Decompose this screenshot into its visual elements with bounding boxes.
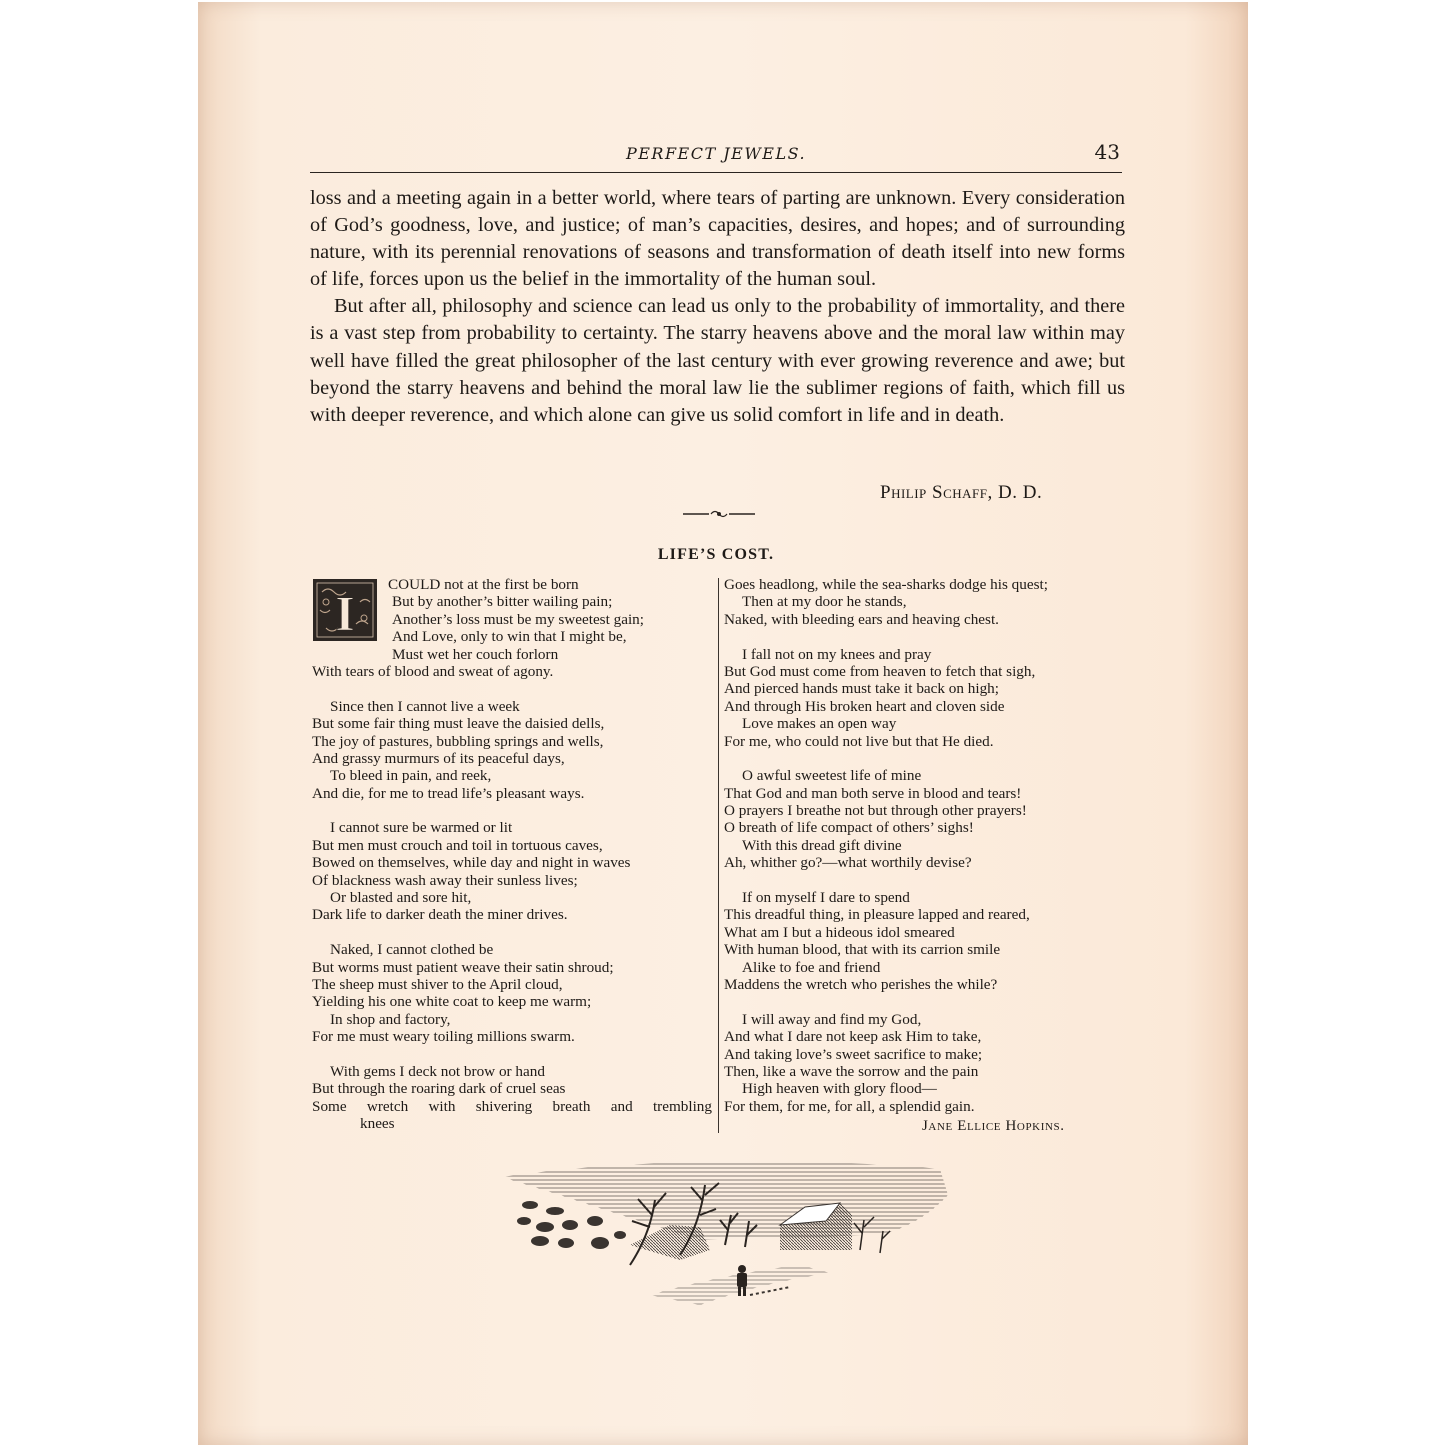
poem-line: And through His broken heart and cloven side (724, 697, 1005, 715)
poem-line: And what I dare not keep ask Him to take, (724, 1028, 982, 1046)
poem-line: The joy of pastures, bubbling springs and wells, (312, 732, 604, 750)
stanza-gap (312, 680, 712, 697)
poem-line: Alike to foe and friend (742, 958, 881, 976)
poem-line: Dark life to darker death the miner drives. (312, 906, 568, 924)
paragraph: But after all, philosophy and science can lead us only to the probability of immortality, and there is a vast step from probability to certainty. The starry heavens above and the moral law within may well have filled the great philosopher of the last century with ever growing reverence and awe; but beyond the starry heavens and behind the moral law lie the sublimer regions of faith, which fill us with deeper reverence, and which alone can give us solid comfort in life and in death. (310, 295, 1125, 426)
poem-line: For me, who could not live but that He died. (724, 732, 994, 750)
essay-text (310, 185, 1125, 429)
poem-line: But through the roaring dark of cruel seas (312, 1080, 566, 1098)
poem-line: And taking love’s sweet sacrifice to make; (724, 1045, 983, 1063)
running-header (310, 140, 1122, 173)
poem-line: Love makes an open way (742, 715, 897, 733)
poem-line: But by another’s bitter wailing pain; (392, 593, 613, 611)
poem-line: O breath of life compact of others’ sighs! (724, 819, 974, 837)
poem-line: This dreadful thing, in pleasure lapped and reared, (724, 906, 1030, 924)
poet-signature: Jane Ellice Hopkins. (922, 1118, 1065, 1134)
poem-line: Naked, I cannot clothed be (330, 941, 494, 959)
running-title: PERFECT JEWELS. (625, 144, 807, 163)
poem-line: Of blackness wash away their sunless lives; (312, 871, 578, 889)
winter-landscape-engraving (500, 1155, 950, 1315)
stanza-gap (312, 802, 712, 819)
stanza-gap (724, 628, 1124, 645)
poem-title: LIFE’S COST. (657, 546, 775, 563)
column-divider (718, 578, 719, 1133)
poem-line: If on myself I dare to spend (742, 889, 910, 907)
poem-line: That God and man both serve in blood and tears! (724, 784, 1022, 802)
poem-line: And die, for me to tread life’s pleasant ways. (312, 784, 585, 802)
poem-line: Goes headlong, while the sea-sharks dodge his quest; (724, 576, 1048, 593)
poem-line: The sheep must shiver to the April cloud, (312, 975, 563, 993)
poem-line: I will away and find my God, (742, 1010, 922, 1028)
poem-line: High heaven with glory flood— (742, 1080, 937, 1098)
svg-text:I: I (335, 585, 355, 641)
poem-line: But some fair thing must leave the daisied dells, (312, 715, 605, 733)
paragraph: loss and a meeting again in a better world, where tears of parting are unknown. Every consideration of God’s goodness, love, and justice; of man’s capacities, desires, and hopes; and of surrounding nature, with its perennial renovations of seasons and transformation of death itself into new forms of life, forces upon us the belief in the immortality of the human soul. (310, 187, 1125, 291)
poem-line: For me must weary toiling millions swarm. (312, 1028, 575, 1046)
stanza-gap (724, 993, 1124, 1010)
poem-line: Must wet her couch forlorn (392, 645, 559, 663)
poem-line: And Love, only to win that I might be, (392, 628, 627, 646)
section-ornament (683, 507, 755, 521)
poem-line: But worms must patient weave their satin shroud; (312, 958, 614, 976)
poem-line: O prayers I breathe not but through other prayers! (724, 802, 1027, 820)
poem-line: Then at my door he stands, (742, 593, 907, 611)
poem-line: Naked, with bleeding ears and heaving chest. (724, 610, 999, 628)
stanza-gap (312, 1046, 712, 1063)
poem-line: Since then I cannot live a week (330, 697, 520, 715)
poem-line: With gems I deck not brow or hand (330, 1062, 545, 1080)
poem-left-column (312, 576, 712, 1133)
author-signature: Philip Schaff, D. D. (880, 482, 1043, 503)
poem-line: Yielding his one white coat to keep me warm; (312, 993, 592, 1011)
poem-line: With tears of blood and sweat of agony. (312, 662, 554, 680)
stanza-gap (312, 924, 712, 941)
poem-right-column (724, 576, 1124, 1115)
poem-line: Then, like a wave the sorrow and the pain (724, 1062, 979, 1080)
poem-line: Some wretch with shivering breath and trembling (312, 1097, 712, 1115)
poem-line: Or blasted and sore hit, (330, 889, 472, 907)
poem-line: Bowed on themselves, while day and night in waves (312, 854, 631, 872)
poem-line: Ah, whither go?—what worthily devise? (724, 854, 972, 872)
poem-line: Another’s loss must be my sweetest gain; (392, 610, 644, 628)
poem-line: To bleed in pain, and reek, (330, 767, 492, 785)
stanza-gap (724, 750, 1124, 767)
poem-line: I cannot sure be warmed or lit (330, 819, 513, 837)
poem-line: But God must come from heaven to fetch that sigh, (724, 662, 1036, 680)
poem-line: What am I but a hideous idol smeared (724, 923, 955, 941)
poem-line: For them, for me, for all, a splendid gain. (724, 1097, 975, 1115)
poem-line: With human blood, that with its carrion smile (724, 941, 1001, 959)
poem-line: I fall not on my knees and pray (742, 645, 932, 663)
poem-line: And grassy murmurs of its peaceful days, (312, 749, 565, 767)
poem-line: But men must crouch and toil in tortuous caves, (312, 836, 603, 854)
poem-line: In shop and factory, (330, 1010, 451, 1028)
page-number: 43 (1094, 140, 1120, 164)
poem-line: knees (360, 1115, 395, 1133)
poem-line: Maddens the wretch who perishes the while? (724, 975, 998, 993)
poem-line: O awful sweetest life of mine (742, 767, 922, 785)
poem-line: With this dread gift divine (742, 836, 902, 854)
poem-line: COULD not at the first be born (388, 576, 579, 593)
stanza-gap (724, 872, 1124, 889)
poem-line: And pierced hands must take it back on high; (724, 680, 999, 698)
